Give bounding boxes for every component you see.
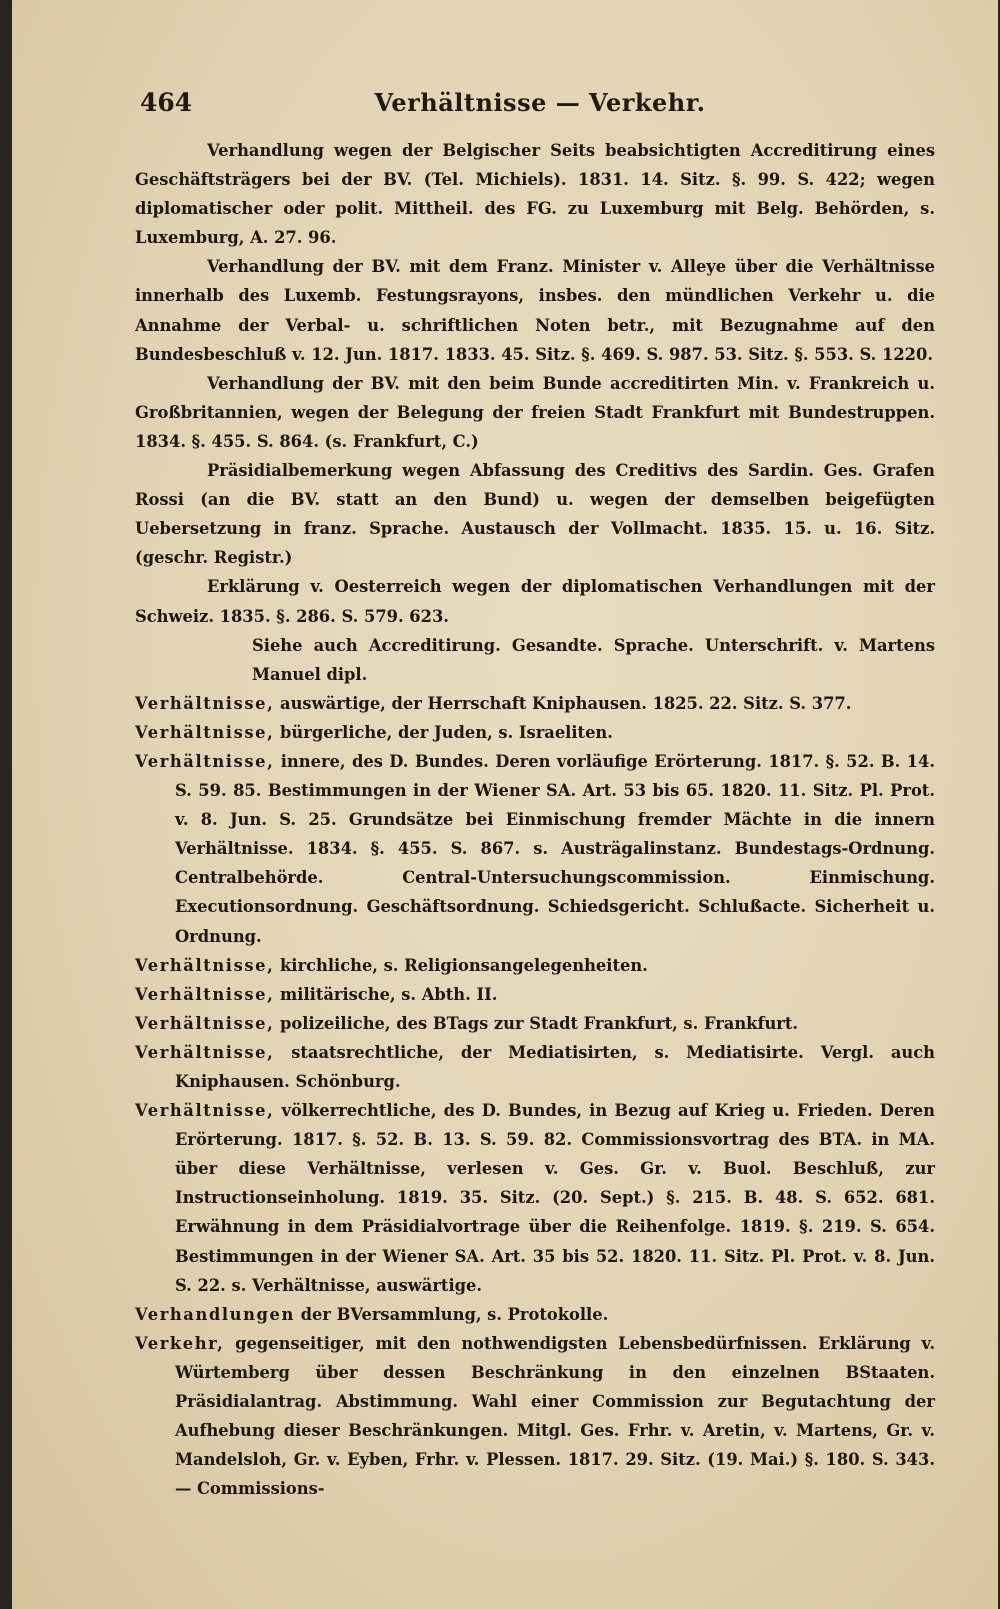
entry-term: Verhältnisse, <box>135 693 275 713</box>
index-entry <box>135 951 935 980</box>
entry-text: kirchliche, s. Religionsangelegenheiten. <box>280 955 648 975</box>
index-entry <box>135 1009 935 1038</box>
page-body <box>135 136 935 1503</box>
index-entry <box>135 747 935 951</box>
entry-term: Verhältnisse, <box>135 722 275 742</box>
entry-text: der BVersammlung, s. Protokolle. <box>300 1304 609 1324</box>
entry-text: auswärtige, der Herrschaft Kniphausen. 1825. 22. Sitz. S. 377. <box>280 693 852 713</box>
entry-term: Verhältnisse, <box>135 1101 275 1121</box>
entry-term: Verhältnisse, <box>135 984 275 1004</box>
index-entry <box>135 689 935 718</box>
entry-term: Verhältnisse, <box>135 1013 275 1033</box>
see-also-line: Siehe auch Accreditirung. Gesandte. Sprache. Unterschrift. v. Martens Manuel dipl. <box>252 635 935 684</box>
running-head: Verhältnisse — Verkehr. <box>374 88 706 117</box>
page-number: 464 <box>140 88 193 117</box>
paragraph: Verhandlung der BV. mit den beim Bunde accreditirten Min. v. Frankreich u. Großbritannien, wegen der Belegung der freien Stadt Frankfurt mit Bundestruppen. 1834. §. 455. S. 864. (s. Frankfurt, C.) <box>135 373 935 451</box>
index-entry <box>135 1300 935 1329</box>
page-header <box>140 88 940 124</box>
entry-term: Verhältnisse, <box>135 751 275 771</box>
entry-text: völkerrechtliche, des D. Bundes, in Bezug auf Krieg u. Frieden. Deren Erörterung. 1817. §. 52. B. 13. S. 59. 82. Commissionsvortrag des BTA. in MA. über diese Verhältnisse, verlesen v. Ges. Gr. v. Buol. Beschluß, zur Instructionseinholung. 1819. 35. Sitz. (20. Sept.) §. 215. B. 48. S. 652. 681. Erwähnung in dem Präsidialvortrage über die Reihenfolge. 1819. §. 219. S. 654. Bestimmungen in der Wiener SA. Art. 35 bis 52. 1820. 11. Sitz. Pl. Prot. v. 8. Jun. S. 22. s. Verhältnisse, auswärtige. <box>175 1101 935 1295</box>
entry-text: polizeiliche, des BTags zur Stadt Frankfurt, s. Frankfurt. <box>280 1013 799 1033</box>
index-entry <box>135 1038 935 1096</box>
entry-term: Verhandlungen <box>135 1304 295 1324</box>
entry-text: innere, des D. Bundes. Deren vorläufige Erörterung. 1817. §. 52. B. 14. S. 59. 85. Bestimmungen in der Wiener SA. Art. 53 bis 65. 1820. 11. Sitz. Pl. Prot. v. 8. Jun. S. 25. Grundsätze bei Einmischung fremder Mächte in die innern Verhältnisse. 1834. §. 455. S. 867. s. Austrägalinstanz. Bundestags-Ordnung. Centralbehörde. Central-Untersuchungscommission. Einmischung. Executionsordnung. Geschäftsordnung. Schiedsgericht. Schlußacte. Sicherheit u. Ordnung. <box>175 751 935 946</box>
entry-term: Verkehr, <box>135 1333 225 1353</box>
entry-text: militärische, s. Abth. II. <box>280 984 498 1004</box>
paragraph: Verhandlung der BV. mit dem Franz. Minister v. Alleye über die Verhältnisse innerhalb des Luxemb. Festungsrayons, insbes. den mündlichen Verkehr u. die Annahme der Verbal- u. schriftlichen Noten betr., mit Bezugnahme auf den Bundesbeschluß v. 12. Jun. 1817. 1833. 45. Sitz. §. 469. S. 987. 53. Sitz. §. 553. S. 1220. <box>135 257 935 364</box>
entry-term: Verhältnisse, <box>135 1042 275 1062</box>
paragraph: Präsidialbemerkung wegen Abfassung des Creditivs des Sardin. Ges. Grafen Rossi (an die BV. statt an den Bund) u. wegen der demselben beigefügten Uebersetzung in franz. Sprache. Austausch der Vollmacht. 1835. 15. u. 16. Sitz. (geschr. Registr.) <box>135 461 935 568</box>
entry-text: bürgerliche, der Juden, s. Israeliten. <box>280 722 613 742</box>
index-entry <box>135 980 935 1009</box>
index-entry <box>135 1096 935 1300</box>
entry-text: gegenseitiger, mit den nothwendigsten Lebensbedürfnissen. Erklärung v. Würtemberg über dessen Beschränkung in den einzelnen BStaaten. Präsidialantrag. Abstimmung. Wahl einer Commission zur Begutachtung der Aufhebung dieser Beschränkungen. Mitgl. Ges. Frhr. v. Aretin, v. Martens, Gr. v. Mandelsloh, Gr. v. Eyben, Frhr. v. Plessen. 1817. 29. Sitz. (19. Mai.) §. 180. S. 343. — Commissions- <box>175 1333 935 1499</box>
paragraph: Erklärung v. Oesterreich wegen der diplomatischen Verhandlungen mit der Schweiz. 1835. §. 286. S. 579. 623. <box>135 577 935 626</box>
paragraph: Verhandlung wegen der Belgischer Seits beabsichtigten Accreditirung eines Geschäftsträgers bei der BV. (Tel. Michiels). 1831. 14. Sitz. §. 99. S. 422; wegen diplomatischer oder polit. Mittheil. des FG. zu Luxemburg mit Belg. Behörden, s. Luxemburg, A. 27. 96. <box>135 141 935 248</box>
book-page <box>12 0 998 1609</box>
entry-text: staatsrechtliche, der Mediatisirten, s. Mediatisirte. Vergl. auch Kniphausen. Schönburg. <box>175 1042 935 1091</box>
entry-term: Verhältnisse, <box>135 955 275 975</box>
index-entry <box>135 718 935 747</box>
index-entry <box>135 1329 935 1504</box>
